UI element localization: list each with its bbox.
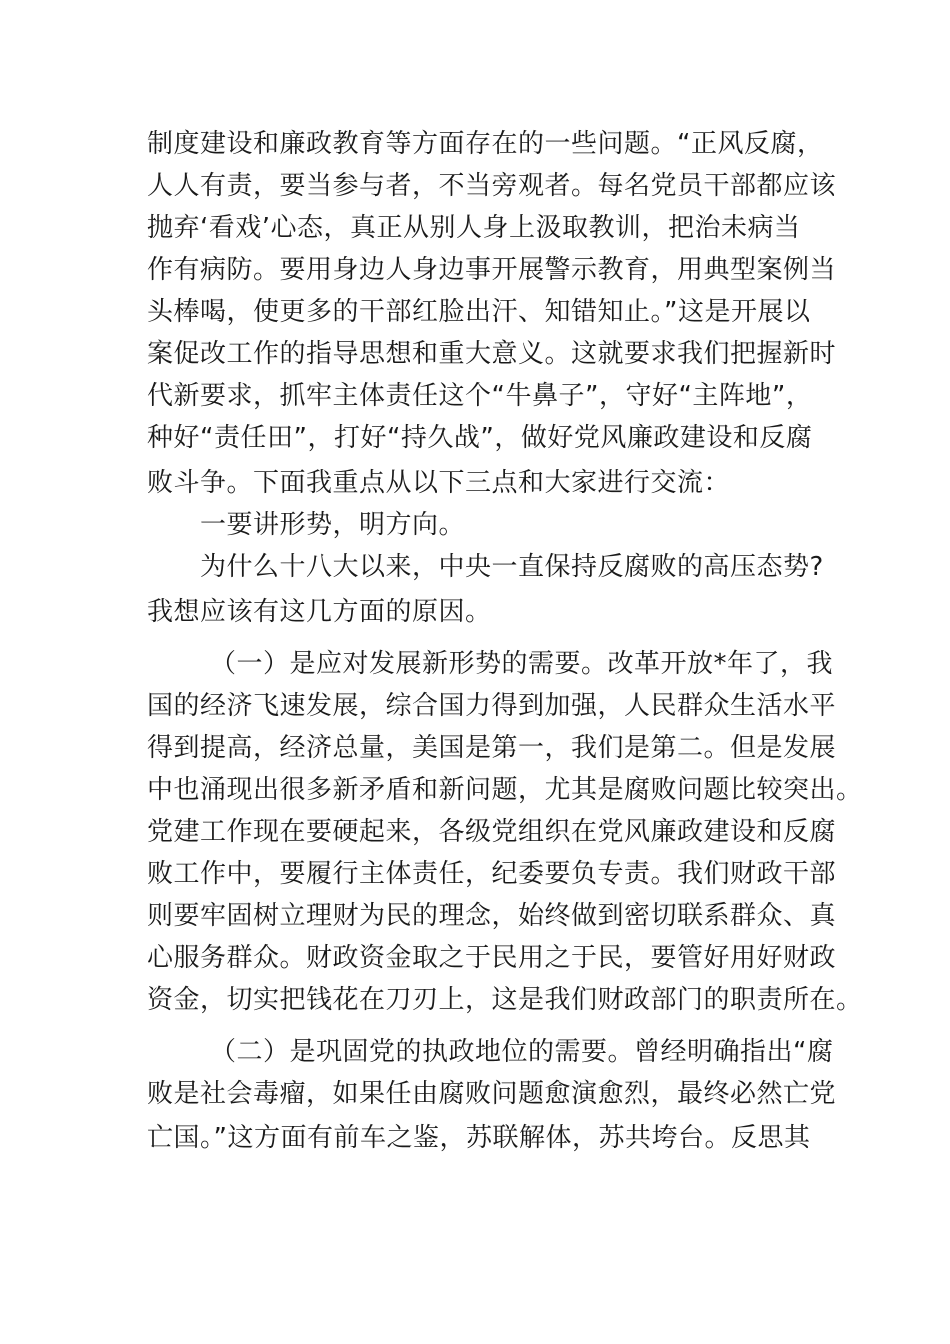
body-text-line: 中也涌现出很多新矛盾和新问题，尤其是腐败问题比较突出。 xyxy=(147,775,863,805)
body-text-line: 败斗争。下面我重点从以下三点和大家进行交流： xyxy=(147,468,731,498)
body-text-line: 作有病防。要用身边人身边事开展警示教育，用典型案例当 xyxy=(147,255,837,285)
body-text-line: 心服务群众。财政资金取之于民用之于民，要管好用好财政 xyxy=(147,943,837,973)
body-text-line: 代新要求，抓牢主体责任这个“牛鼻子”，守好“主阵地”， xyxy=(147,381,813,411)
body-text-line: 为什么十八大以来，中央一直保持反腐败的高压态势? xyxy=(200,552,824,582)
body-text-line: 案促改工作的指导思想和重大意义。这就要求我们把握新时 xyxy=(147,339,837,369)
body-text-line: 种好“责任田”，打好“持久战”，做好党风廉政建设和反腐 xyxy=(147,423,813,453)
body-text-line: 资金，切实把钱花在刀刃上，这是我们财政部门的职责所在。 xyxy=(147,985,863,1015)
body-text-line: 败是社会毒瘤，如果任由腐败问题愈演愈烈，最终必然亡党 xyxy=(147,1079,837,1109)
body-text-line: 制度建设和廉政教育等方面存在的一些问题。“正风反腐， xyxy=(147,129,824,159)
body-text-line: 头棒喝，使更多的干部红脸出汗、知错知止。”这是开展以 xyxy=(147,297,811,327)
subsection-line: （一）是应对发展新形势的需要。改革开放*年了，我 xyxy=(210,649,834,679)
body-text-line: 败工作中，要履行主体责任，纪委要负专责。我们财政干部 xyxy=(147,859,837,889)
body-text-line: 我想应该有这几方面的原因。 xyxy=(147,597,492,627)
body-text-line: 亡国。”这方面有前车之鉴，苏联解体，苏共垮台。反思其 xyxy=(147,1123,811,1153)
subsection-line: （二）是巩固党的执政地位的需要。曾经明确指出“腐 xyxy=(210,1037,834,1067)
section-heading: 一要讲形势，明方向。 xyxy=(200,510,466,540)
body-text-line: 抛弃‘看戏’心态，真正从别人身上汲取教训，把治未病当 xyxy=(147,213,801,243)
body-text-line: 则要牢固树立理财为民的理念，始终做到密切联系群众、真 xyxy=(147,901,837,931)
body-text-line: 国的经济飞速发展，综合国力得到加强，人民群众生活水平 xyxy=(147,691,837,721)
body-text-line: 人人有责，要当参与者，不当旁观者。每名党员干部都应该 xyxy=(147,171,837,201)
body-text-line: 得到提高，经济总量，美国是第一，我们是第二。但是发展 xyxy=(147,733,837,763)
body-text-line: 党建工作现在要硬起来，各级党组织在党风廉政建设和反腐 xyxy=(147,817,837,847)
